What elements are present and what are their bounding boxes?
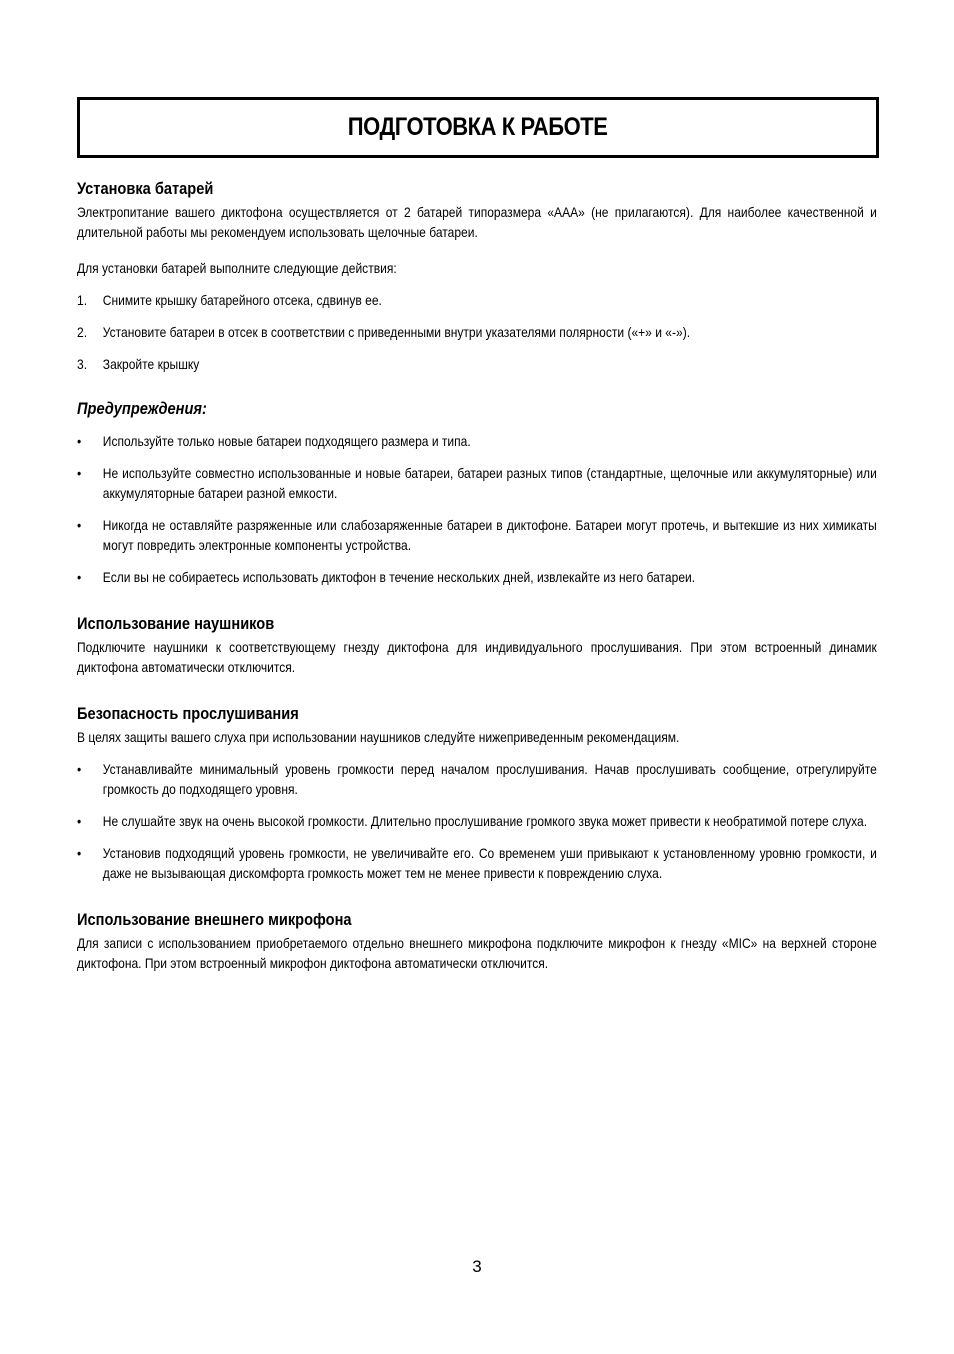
list-item [77,515,877,555]
bullet-icon: • [77,517,82,533]
safety-intro: В целях защиты вашего слуха при использовании наушников следуйте нижеприведенным рекомендациям. [77,729,680,745]
list-item [77,290,877,310]
step-text: Установите батареи в отсек в соответствии с приведенными внутри указателями полярности («+» и «-»). [102,324,691,340]
batteries-intro: Электропитание вашего диктофона осуществляется от 2 батарей типоразмера «ААА» (не прилагаются). Для наиболее качественной и длительной работы мы рекомендуем использовать щелочные батареи. [77,204,877,240]
page-number: 3 [472,1257,482,1276]
list-item [77,322,877,342]
list-item [77,463,877,503]
section-heading-warnings: Предупреждения: [77,399,207,418]
external-mic-text: Для записи с использованием приобретаемого отдельно внешнего микрофона подключите микрофон к гнезду «MIC» на верхней стороне диктофона. При этом встроенный микрофон диктофона автоматически отключится. [77,935,877,971]
list-item [77,759,877,799]
page-title: ПОДГОТОВКА К РАБОТЕ [348,113,608,141]
bullet-icon: • [77,761,82,777]
bullet-icon: • [77,465,82,481]
warning-text: Используйте только новые батареи подходящего размера и типа. [102,433,471,449]
bullet-icon: • [77,813,82,829]
warning-text: Не используйте совместно использованные и новые батареи, батареи разных типов (стандартные, щелочные или аккумуляторные) или аккумуляторные батареи разной емкости. [102,465,877,501]
page-content [77,178,877,973]
list-item [77,567,877,587]
bullet-icon: • [77,433,82,449]
step-text: Закройте крышку [102,356,200,372]
section-heading-external-mic: Использование внешнего микрофона [77,910,352,929]
section-heading-batteries: Установка батарей [77,179,214,198]
list-item [77,811,877,831]
warning-text: Никогда не оставляйте разряженные или слабозаряженные батареи в диктофоне. Батареи могут протечь, и вытекшие из них химикаты могут повредить электронные компоненты устройства. [102,517,877,553]
safety-text: Устанавливайте минимальный уровень громкости перед началом прослушивания. Начав прослушивать сообщение, отрегулируйте громкость до подходящего уровня. [102,761,877,797]
safety-text: Установив подходящий уровень громкости, не увеличивайте его. Со временем уши привыкают к установленному уровню громкости, и даже не вызывающая дискомфорта громкость может тем не менее привести к повреждению слуха. [102,845,877,881]
headphones-text: Подключите наушники к соответствующему гнезду диктофона для индивидуального прослушивания. При этом встроенный динамик диктофона автоматически отключится. [77,639,877,675]
batteries-steps-intro: Для установки батарей выполните следующие действия: [77,260,397,276]
step-number: 2. [77,324,88,340]
list-item [77,431,877,451]
list-item [77,354,877,374]
page-title-box [77,97,879,158]
bullet-icon: • [77,569,82,585]
step-number: 3. [77,356,88,372]
step-text: Снимите крышку батарейного отсека, сдвинув ее. [102,292,382,308]
bullet-icon: • [77,845,82,861]
section-heading-headphones: Использование наушников [77,614,275,633]
section-heading-safety: Безопасность прослушивания [77,704,299,723]
safety-text: Не слушайте звук на очень высокой громкости. Длительно прослушивание громкого звука может привести к необратимой потере слуха. [102,813,868,829]
step-number: 1. [77,292,88,308]
list-item [77,843,877,883]
warning-text: Если вы не собираетесь использовать диктофон в течение нескольких дней, извлекайте из него батареи. [102,569,696,585]
